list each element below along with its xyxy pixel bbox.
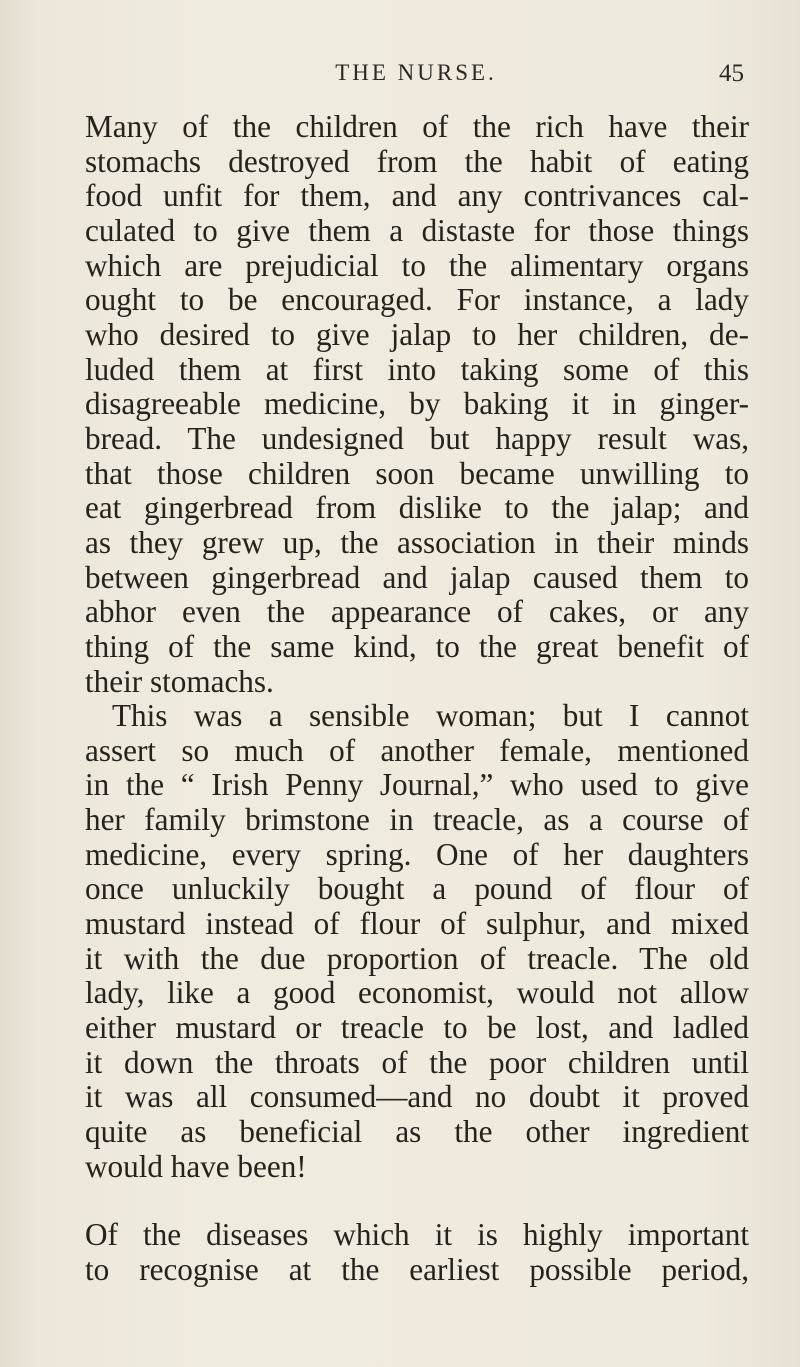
text-line: who desired to give jalap to her children, de- bbox=[85, 316, 749, 352]
text-line: thing of the same kind, to the great benefit of bbox=[85, 628, 749, 664]
text-line: luded them at first into taking some of this bbox=[85, 351, 749, 387]
text-line: it down the throats of the poor children until bbox=[85, 1044, 749, 1080]
text-line: once unluckily bought a pound of flour of bbox=[85, 871, 749, 907]
text-line: food unfit for them, and any contrivances cal- bbox=[85, 178, 749, 214]
text-line: ought to be encouraged. For instance, a lady bbox=[85, 282, 749, 318]
text-line: culated to give them a distaste for those things bbox=[85, 212, 749, 248]
text-line: in the “ Irish Penny Journal,” who used to give bbox=[85, 767, 749, 803]
text-line: as they grew up, the association in their minds bbox=[85, 524, 749, 560]
text-line: disagreeable medicine, by baking it in ginger- bbox=[85, 386, 749, 422]
body-text bbox=[85, 110, 749, 1288]
text-line: medicine, every spring. One of her daughters bbox=[85, 836, 749, 872]
page-header bbox=[88, 60, 744, 96]
text-line: mustard instead of flour of sulphur, and mixed bbox=[85, 906, 749, 942]
text-line: their stomachs. bbox=[85, 663, 274, 699]
section-gap bbox=[85, 1184, 749, 1218]
paragraph bbox=[85, 110, 749, 699]
text-line: Many of the children of the rich have their bbox=[85, 109, 749, 144]
text-line: Of the diseases which it is highly important bbox=[85, 1217, 749, 1253]
text-line: would have been! bbox=[85, 1148, 307, 1184]
text-line: This was a sensible woman; but I cannot bbox=[112, 698, 749, 734]
text-line: quite as beneficial as the other ingredient bbox=[85, 1114, 749, 1150]
text-line: lady, like a good economist, would not allow bbox=[85, 975, 749, 1011]
text-line: to recognise at the earliest possible period, bbox=[85, 1252, 749, 1287]
paragraph bbox=[85, 1218, 749, 1287]
running-title: THE NURSE. bbox=[335, 60, 497, 85]
text-line: eat gingerbread from dislike to the jalap; and bbox=[85, 490, 749, 526]
text-line: that those children soon became unwilling to bbox=[85, 455, 749, 491]
text-line: which are prejudicial to the alimentary organs bbox=[85, 247, 749, 283]
text-line: her family brimstone in treacle, as a course of bbox=[85, 802, 749, 838]
paragraph bbox=[85, 699, 749, 1184]
text-line: abhor even the appearance of cakes, or any bbox=[85, 594, 749, 630]
text-line: it was all consumed—and no doubt it proved bbox=[85, 1079, 749, 1115]
text-line: assert so much of another female, mentioned bbox=[85, 732, 749, 768]
text-line: it with the due proportion of treacle. The old bbox=[85, 940, 749, 976]
page-number: 45 bbox=[719, 60, 744, 87]
text-line: either mustard or treacle to be lost, and ladled bbox=[85, 1010, 749, 1046]
text-line: between gingerbread and jalap caused them to bbox=[85, 559, 749, 595]
text-line: stomachs destroyed from the habit of eating bbox=[85, 143, 749, 179]
text-line: bread. The undesigned but happy result was, bbox=[85, 420, 749, 456]
